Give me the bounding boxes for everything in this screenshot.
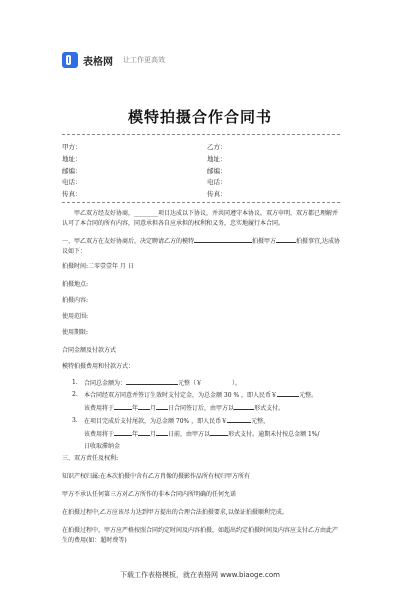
payment-item-2 xyxy=(72,390,340,414)
item-number: 2. xyxy=(72,391,78,398)
party-row xyxy=(62,154,340,166)
shoot-time: 拍摄时间:二零壹壹年 月 日 xyxy=(62,263,134,270)
item-text: 元整。 xyxy=(299,392,318,399)
item-number: 3. xyxy=(72,417,78,424)
party-b-field: 乙方： xyxy=(207,143,227,151)
blank-line xyxy=(234,403,254,410)
item-text: 年 xyxy=(132,405,139,412)
blank-line xyxy=(138,429,150,436)
party-b-field: 地址： xyxy=(207,154,227,163)
party-a-field: 传真： xyxy=(62,190,82,199)
clause-one xyxy=(62,236,340,257)
parties-block xyxy=(62,142,340,201)
rights-paragraph: 甲方不承认任何第三方对乙方所作的非本合同内所明确的任何允诺 xyxy=(62,491,237,498)
blank-line xyxy=(156,403,168,410)
item-text: 日合同签订后，由甲方以 xyxy=(168,405,235,412)
item-text: 形式支付。逾期未付按总金额 1%/ xyxy=(228,431,320,438)
item-text: 合同总金额为： xyxy=(84,380,127,387)
item-text: 该费用将于 xyxy=(84,405,115,412)
party-row xyxy=(62,189,340,201)
item-text: ）。 xyxy=(232,380,242,387)
blank-line xyxy=(277,390,299,397)
party-row xyxy=(62,142,340,154)
item-text: 日前，由甲方以 xyxy=(168,431,211,438)
item-text: 元整（￥ xyxy=(178,380,203,387)
parties-divider xyxy=(62,202,340,203)
party-b-field: 传真： xyxy=(207,190,227,199)
blank-line xyxy=(156,429,168,436)
clause-one-post: 拍摄事宜,达成协议如下： xyxy=(62,238,340,255)
document-title: 模特拍摄合作合同书 xyxy=(127,108,272,126)
section-amount-heading: 合同金额及付款方式 xyxy=(62,347,117,354)
blank-line xyxy=(114,429,132,436)
item-text: 在项目完成后支付尾款，为总金额 70% ，即人民币￥ xyxy=(84,418,228,425)
rights-paragraph: 知识产权归属:在本次拍摄中含有乙方肖像的摄影作品所有权归甲方所有 xyxy=(62,473,251,480)
rights-paragraph: 在拍摄过程中,乙方应该尽力达到甲方提出的合理合法拍摄要求,以保证拍摄顺利完成。 xyxy=(62,509,288,516)
party-b-field: 电话： xyxy=(207,178,227,187)
clause-one-pre: 一、甲乙双方在友好协商后，决定聘请乙方的模特 xyxy=(62,238,195,245)
usage-period: 使用期限: xyxy=(62,329,89,336)
blank-line xyxy=(114,403,132,410)
blank-line xyxy=(276,236,296,243)
item-number: 1. xyxy=(72,379,78,386)
intro-paragraph: 甲乙双方经友好协商，________项目达成以下协议，并共同遵守本协议。双方申明，双方都已理解并认可了本合同的所有内容，同意承担各自应承担的权利和义务，忠实地履行本合同。 xyxy=(62,210,339,227)
item-text: 月 xyxy=(150,405,157,412)
fee-intro: 模特拍摄费用和付款方式： xyxy=(62,363,135,370)
party-a-field: 邮编： xyxy=(62,166,82,175)
late-fee-line: 日收取滞纳金 xyxy=(84,443,121,450)
rights-paragraph: 在拍摄过程中，甲方应严格按照合同约定时间及内容拍摄，如超出约定拍摄时间及内容应支付乙方由此产生的费用(如：超时费等) xyxy=(62,527,339,544)
blank-line xyxy=(227,416,251,423)
brand-slogan: 让工作更高效 xyxy=(123,56,165,64)
blank-line xyxy=(138,403,150,410)
party-a-field: 甲方： xyxy=(62,143,82,151)
logo-icon xyxy=(62,52,78,68)
party-a-field: 地址： xyxy=(62,154,82,163)
blank-line xyxy=(210,429,228,436)
item-text: 本合同经双方同意并签订生效时支付定金，为总金额 30 % ，即人民币￥ xyxy=(84,392,278,399)
party-row xyxy=(62,166,340,178)
item-text: 元整， xyxy=(251,418,270,425)
shoot-content: 拍摄内容: xyxy=(62,297,89,304)
payment-item-3 xyxy=(72,416,340,452)
party-b-field: 邮编： xyxy=(207,166,227,175)
item-text: 年 xyxy=(132,431,139,438)
usage-scope: 使用范围: xyxy=(62,313,89,320)
brand-name: 表格网 xyxy=(83,56,113,68)
party-row xyxy=(62,177,340,189)
section-rights-heading: 三、双方责任及权利: xyxy=(62,455,119,462)
blank-line xyxy=(194,236,252,243)
blank-line xyxy=(126,378,178,385)
party-a-field: 电话： xyxy=(62,178,82,187)
clause-one-mid: 拍摄甲方 xyxy=(252,238,277,245)
shoot-place: 拍摄地点: xyxy=(62,281,89,288)
top-divider xyxy=(62,134,340,135)
item-text: 形式支付。 xyxy=(254,405,285,412)
page-footer: 下载工作表格模板，就在表格网 www.biaoge.com xyxy=(120,571,280,579)
payment-item-1 xyxy=(72,378,340,389)
header xyxy=(62,50,165,70)
item-text: 月 xyxy=(150,431,157,438)
item-text: 该费用将于 xyxy=(84,431,115,438)
